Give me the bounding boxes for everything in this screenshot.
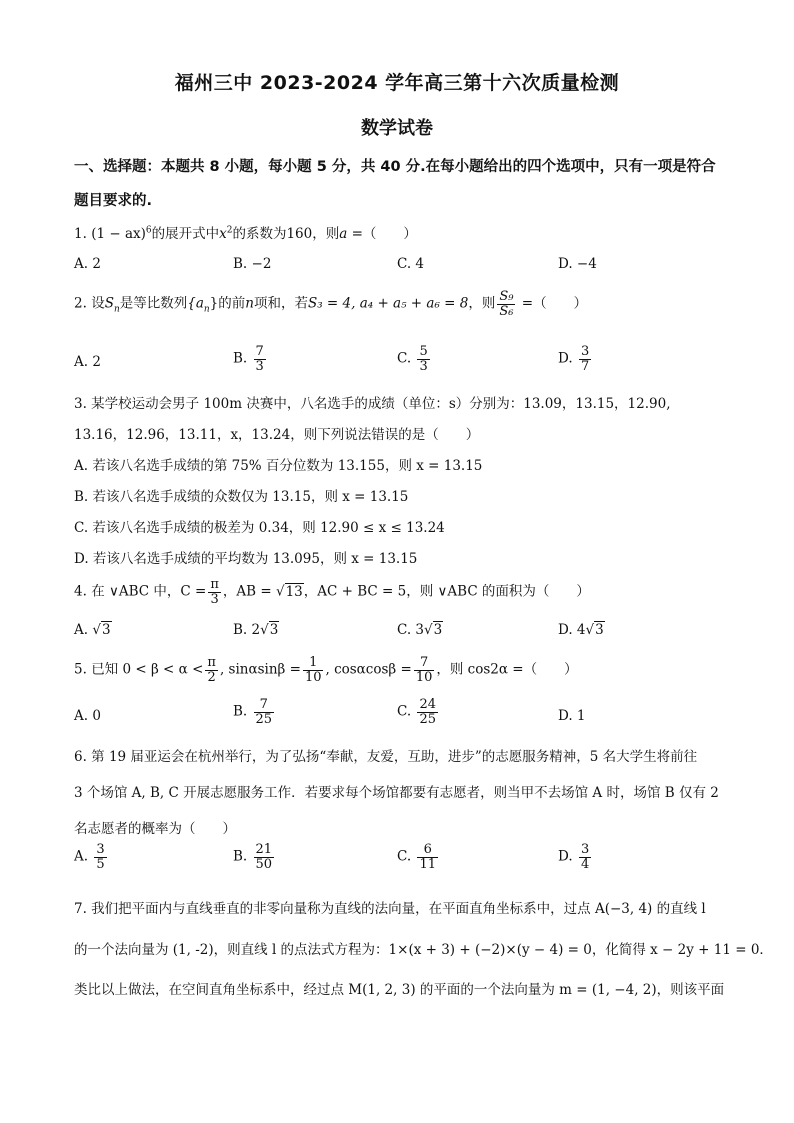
q1-option-d[interactable]: D. −4: [558, 256, 597, 272]
q5-option-c[interactable]: C. $\frac{24}{25}$: [397, 697, 436, 727]
q3-option-d[interactable]: D. 若该八名选手成绩的平均数为 13.095，则 x = 13.15: [74, 551, 418, 567]
q3-option-b[interactable]: B. 若该八名选手成绩的众数仅为 13.15，则 x = 13.15: [74, 489, 409, 505]
question-4: 4. 在 ∨ABC 中，C = $\frac{\pi}{3}$ ，AB = √13，AC + BC = 5，则 ∨ABC 的面积为（ ）: [74, 577, 590, 607]
q3-option-a[interactable]: A. 若该八名选手成绩的第 75% 百分位数为 13.155，则 x = 13.15: [74, 458, 483, 474]
q5-option-a[interactable]: A. 0: [74, 708, 101, 724]
question-7-line-2: 的一个法向量为 (1, -2)，则直线 l 的点法式方程为：1×(x + 3) + (−2)×(y − 4) = 0，化简得 x − 2y + 11 = 0．: [74, 942, 773, 958]
q6-option-d[interactable]: D. $\frac{3}{4}$: [558, 842, 590, 872]
q4-option-a[interactable]: A. √3: [74, 622, 111, 638]
q2-option-c[interactable]: C. $\frac{5}{3}$: [397, 344, 428, 374]
q1-expression: (1 − ax)$^6$: [91, 225, 152, 242]
q6-option-a[interactable]: A. $\frac{3}{5}$: [74, 842, 105, 872]
exam-subtitle: 数学试卷: [361, 118, 433, 139]
question-1: 1. (1 − ax)$^6$的展开式中$x^2$的系数为160，则a =（ ）: [74, 225, 417, 242]
q3-option-c[interactable]: C. 若该八名选手成绩的极差为 0.34，则 12.90 ≤ x ≤ 13.24: [74, 520, 445, 536]
q2-option-a[interactable]: A. 2: [74, 354, 101, 370]
q4-option-d[interactable]: D. 4√3: [558, 622, 604, 638]
q1-option-a[interactable]: A. 2: [74, 256, 101, 272]
exam-title: 福州三中 2023-2024 学年高三第十六次质量检测: [174, 72, 620, 94]
q5-option-d[interactable]: D. 1: [558, 708, 586, 724]
q2-option-d[interactable]: D. $\frac{3}{7}$: [558, 344, 590, 374]
q2-fraction: $\frac{\text{S₉}}{\text{S₆}}$: [499, 289, 514, 319]
question-3-line-1: 3. 某学校运动会男子 100m 决赛中，八名选手的成绩（单位：s）分别为：13.09，13.15，12.90,: [74, 396, 671, 412]
q5-option-b[interactable]: B. $\frac{7}{25}$: [233, 697, 273, 727]
question-5: 5. 已知 0 < β < α < $\frac{\pi}{2}$ , sinαsinβ = $\frac{1}{10}$ , cosαcosβ = $\frac{7}{10}$ ，则 cos2α =（ ）: [74, 655, 578, 685]
question-6-line-2: 3 个场馆 A, B, C 开展志愿服务工作．若要求每个场馆都要有志愿者，则当甲不去场馆 A 时，场馆 B 仅有 2: [74, 785, 719, 801]
q2-option-b[interactable]: B. $\frac{7}{3}$: [233, 344, 264, 374]
q1-option-b[interactable]: B. −2: [233, 256, 272, 272]
q4-option-c[interactable]: C. 3√3: [397, 622, 443, 638]
question-7-line-3: 类比以上做法，在空间直角坐标系中，经过点 M(1, 2, 3) 的平面的一个法向量为 m = (1, −4, 2)，则该平面: [74, 982, 725, 998]
q4-option-b[interactable]: B. 2√3: [233, 622, 279, 638]
q1-option-c[interactable]: C. 4: [397, 256, 425, 272]
question-6-line-3: 名志愿者的概率为（ ）: [74, 821, 236, 837]
question-7-line-1: 7. 我们把平面内与直线垂直的非零向量称为直线的法向量，在平面直角坐标系中，过点 A(−3, 4) 的直线 l: [74, 901, 706, 917]
question-3-line-2: 13.16，12.96，13.11，x，13.24，则下列说法错误的是（ ）: [74, 427, 480, 443]
q6-option-b[interactable]: B. $\frac{21}{50}$: [233, 842, 273, 872]
question-2: 2. 设$S_n$是等比数列$\{a_n\}$的前n项和，若S₃ = 4, a₄ + a₅ + a₆ = 8，则 $\frac{\text{S₉}}{\text{S₆}}$ =（ ）: [74, 289, 588, 319]
question-6-line-1: 6. 第 19 届亚运会在杭州举行，为了弘扬“奉献，友爱，互助，进步”的志愿服务精神，5 名大学生将前往: [74, 749, 698, 765]
section-heading: 一、选择题：本题共 8 小题，每小题 5 分，共 40 分.在每小题给出的四个选项中，只有一项是符合题目要求的.: [74, 159, 716, 209]
q6-option-c[interactable]: C. $\frac{6}{11}$: [397, 842, 436, 872]
